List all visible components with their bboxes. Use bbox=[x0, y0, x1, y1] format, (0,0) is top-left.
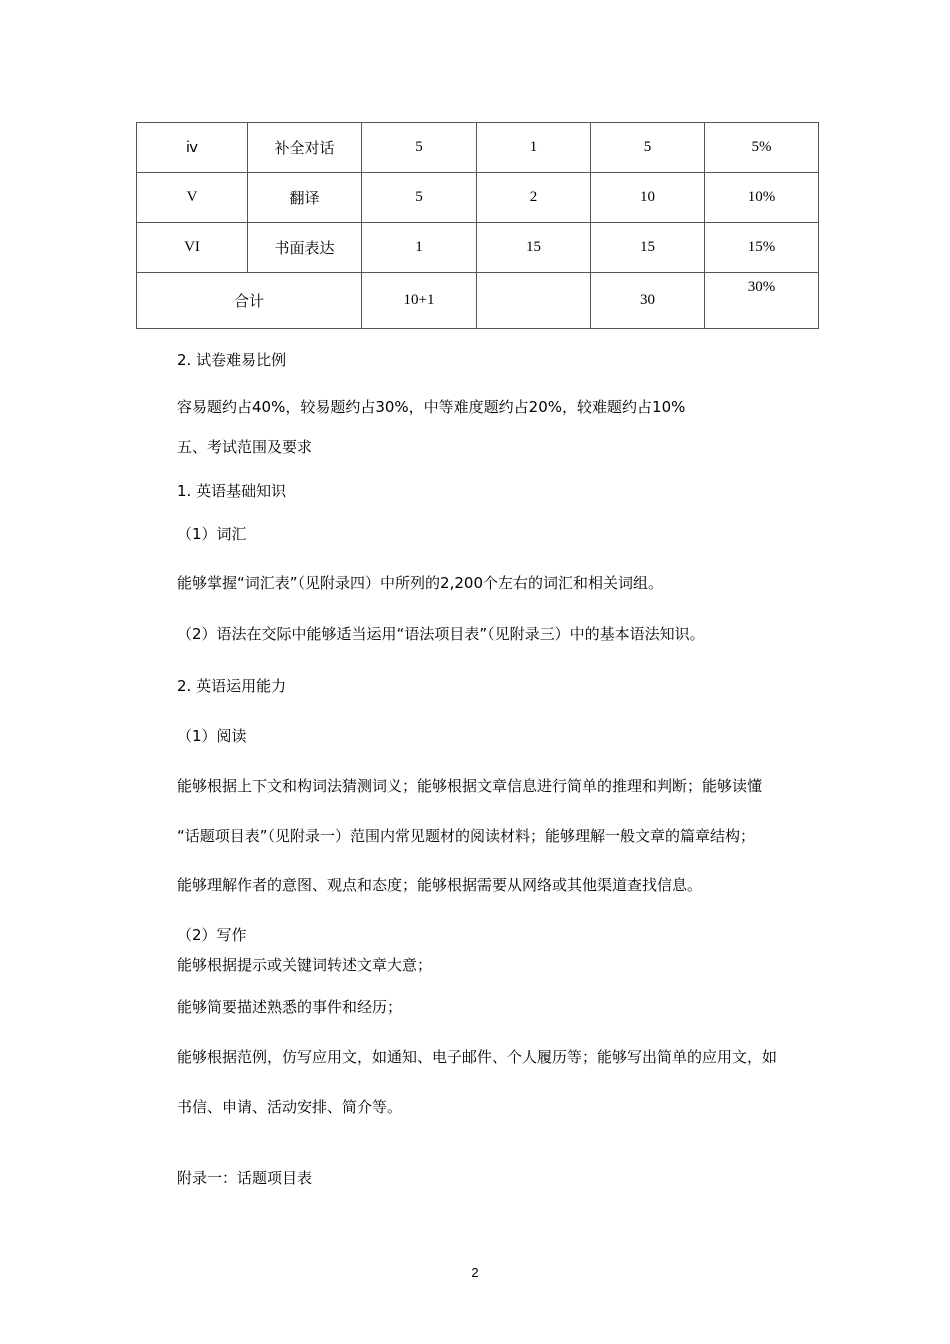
body-text: 能够根据范例，仿写应用文，如通知、电子邮件、个人履历等；能够写出简单的应用文，如 bbox=[177, 1048, 778, 1066]
question-count: 5 bbox=[362, 123, 477, 173]
body-text: 容易题约占40%，较易题约占30%，中等难度题约占20%，较难题约占10% bbox=[177, 398, 686, 416]
body-text: 能够简要描述熟悉的事件和经历； bbox=[177, 998, 403, 1016]
table-total-row bbox=[137, 273, 819, 329]
points-per-question: 15 bbox=[477, 223, 591, 273]
total-label: 合计 bbox=[137, 273, 362, 329]
section-name: 书面表达 bbox=[248, 223, 362, 273]
section-score: 5 bbox=[591, 123, 705, 173]
subsection-heading: （1）阅读 bbox=[177, 727, 247, 745]
section-heading: 2. 试卷难易比例 bbox=[177, 351, 287, 369]
points-per-question: 1 bbox=[477, 123, 591, 173]
body-text: 书信、申请、活动安排、简介等。 bbox=[177, 1098, 403, 1116]
section-score: 10 bbox=[591, 173, 705, 223]
section-heading: 2. 英语运用能力 bbox=[177, 677, 287, 695]
table-row bbox=[137, 173, 819, 223]
section-percent: 5% bbox=[705, 123, 819, 173]
page-number: 2 bbox=[471, 1265, 479, 1280]
chapter-heading: 五、考试范围及要求 bbox=[177, 438, 313, 456]
question-count: 5 bbox=[362, 173, 477, 223]
total-score: 30 bbox=[591, 273, 705, 329]
table-row bbox=[137, 123, 819, 173]
section-heading: 1. 英语基础知识 bbox=[177, 482, 287, 500]
total-question-count: 10+1 bbox=[362, 273, 477, 329]
subsection-heading: （2）写作 bbox=[177, 926, 247, 944]
total-percent: 30% bbox=[705, 273, 819, 329]
body-text: 能够根据提示或关键词转述文章大意； bbox=[177, 956, 433, 974]
section-percent: 10% bbox=[705, 173, 819, 223]
section-number: ⅳ bbox=[137, 123, 248, 173]
body-text: 能够根据上下文和构词法猜测词义；能够根据文章信息进行简单的推理和判断；能够读懂 bbox=[177, 777, 763, 795]
score-distribution-table bbox=[136, 122, 819, 329]
section-number: VI bbox=[137, 223, 248, 273]
total-points-per-question bbox=[477, 273, 591, 329]
section-name: 补全对话 bbox=[248, 123, 362, 173]
table-row bbox=[137, 223, 819, 273]
body-text: “话题项目表”（见附录一）范围内常见题材的阅读材料；能够理解一般文章的篇章结构； bbox=[177, 827, 756, 845]
subsection-heading: （1）词汇 bbox=[177, 525, 247, 543]
appendix-heading: 附录一：话题项目表 bbox=[177, 1169, 313, 1187]
section-number: V bbox=[137, 173, 248, 223]
body-text: 能够掌握“词汇表”（见附录四）中所列的2,200个左右的词汇和相关词组。 bbox=[177, 574, 663, 592]
points-per-question: 2 bbox=[477, 173, 591, 223]
section-percent: 15% bbox=[705, 223, 819, 273]
section-score: 15 bbox=[591, 223, 705, 273]
body-text: （2）语法在交际中能够适当运用“语法项目表”（见附录三）中的基本语法知识。 bbox=[177, 625, 705, 643]
section-name: 翻译 bbox=[248, 173, 362, 223]
question-count: 1 bbox=[362, 223, 477, 273]
body-text: 能够理解作者的意图、观点和态度；能够根据需要从网络或其他渠道查找信息。 bbox=[177, 876, 703, 894]
